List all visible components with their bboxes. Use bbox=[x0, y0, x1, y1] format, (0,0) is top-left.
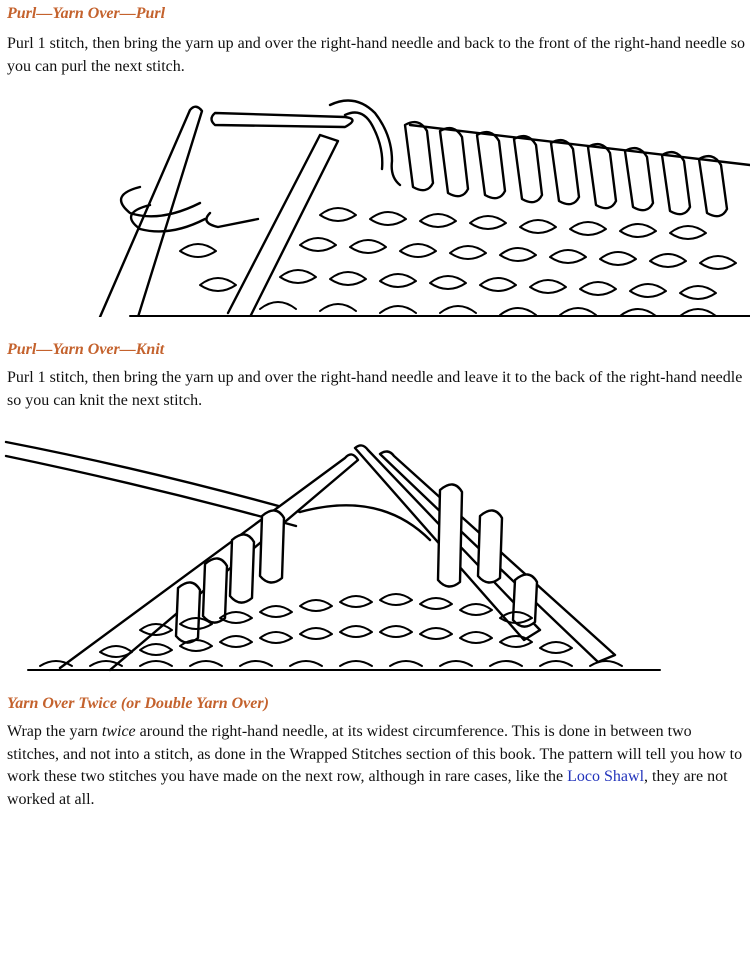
section-body-double-yarn-over bbox=[7, 721, 745, 811]
section-title-purl-yo-purl: Purl—Yarn Over—Purl bbox=[7, 5, 166, 22]
purl-yo-purl-illustration bbox=[0, 95, 750, 317]
section-body-purl-yo-knit: Purl 1 stitch, then bring the yarn up and over the right-hand needle and leave it to the back of the right-hand needle so you can knit the next stitch. bbox=[7, 369, 743, 409]
body-text-start: Wrap the yarn bbox=[7, 723, 102, 740]
section-title-double-yarn-over: Yarn Over Twice (or Double Yarn Over) bbox=[7, 695, 269, 712]
loco-shawl-link[interactable]: Loco Shawl bbox=[567, 768, 645, 785]
body-text-middle: around the right-hand needle, at its widest circumference. This is done in between two stitches, and not into a stitch, as done in the Wrapped Stitches section of this book. The pattern will tell you how to work these two stitches you have made on the next row, although in rare cases, like the bbox=[7, 723, 743, 785]
section-body-purl-yo-purl: Purl 1 stitch, then bring the yarn up and over the right-hand needle and back to the front of the right-hand needle so you can purl the next stitch. bbox=[7, 35, 746, 75]
purl-yo-knit-illustration bbox=[0, 430, 750, 672]
body-text-end: , they are not worked at all. bbox=[7, 768, 728, 808]
section-title-purl-yo-knit: Purl—Yarn Over—Knit bbox=[7, 341, 165, 358]
body-text-emphasis: twice bbox=[101, 723, 136, 740]
